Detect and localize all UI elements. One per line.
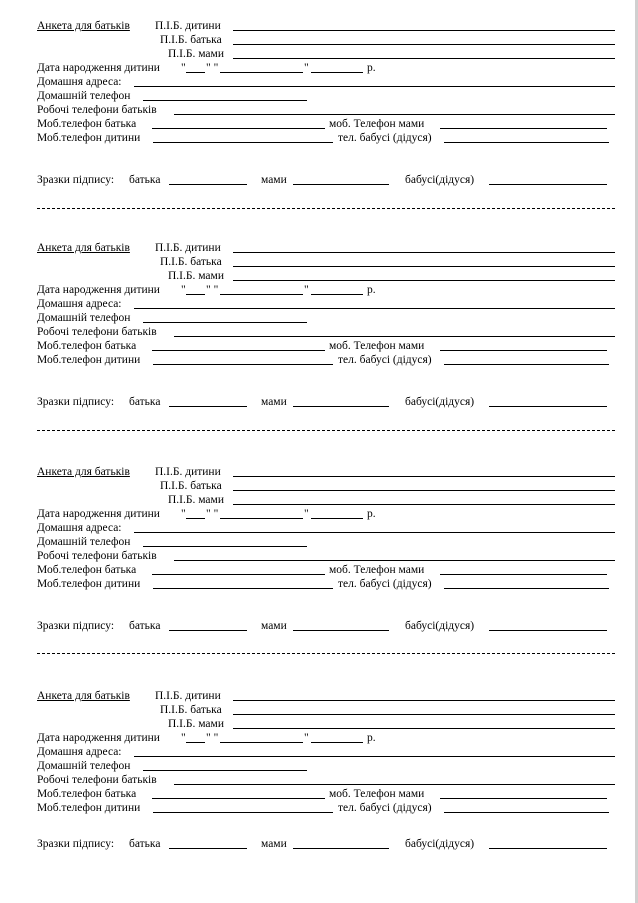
work-phones-field[interactable] [174, 560, 615, 561]
form-title: Анкета для батьків [37, 466, 130, 478]
sig-grand-field[interactable] [489, 406, 607, 407]
grandparent-phone-field[interactable] [444, 142, 609, 143]
father-name-label: П.І.Б. батька [160, 34, 222, 46]
father-name-field[interactable] [233, 266, 615, 267]
address-label: Домашня адреса: [37, 76, 122, 88]
grandparent-phone-label: тел. бабусі (дідуся) [338, 578, 432, 590]
dob-quote-close: " [304, 732, 309, 744]
mother-name-field[interactable] [233, 504, 615, 505]
child-name-field[interactable] [233, 700, 615, 701]
child-mobile-label: Моб.телефон дитини [37, 802, 141, 814]
father-mobile-field[interactable] [152, 574, 325, 575]
dob-quote-mid: " " [206, 732, 219, 744]
signatures-label: Зразки підпису: [37, 620, 115, 632]
child-name-field[interactable] [233, 252, 615, 253]
cut-line-3 [37, 653, 615, 654]
dob-day-field[interactable] [186, 72, 205, 73]
mother-mobile-label: моб. Телефон мами [329, 340, 425, 352]
sig-grand-label: бабусі(дідуся) [405, 174, 475, 186]
dob-quote-mid: " " [206, 62, 219, 74]
form-title: Анкета для батьків [37, 20, 130, 32]
work-phones-label: Робочі телефони батьків [37, 774, 157, 786]
sig-mother-field[interactable] [293, 848, 389, 849]
father-name-label: П.І.Б. батька [160, 704, 222, 716]
sig-mother-field[interactable] [293, 406, 389, 407]
father-mobile-field[interactable] [152, 798, 325, 799]
father-name-label: П.І.Б. батька [160, 480, 222, 492]
child-name-label: П.І.Б. дитини [155, 242, 221, 254]
grandparent-phone-label: тел. бабусі (дідуся) [338, 802, 432, 814]
address-field[interactable] [134, 86, 615, 87]
mother-name-label: П.І.Б. мами [168, 718, 224, 730]
sig-mother-label: мами [261, 396, 287, 408]
child-name-field[interactable] [233, 30, 615, 31]
father-mobile-label: Моб.телефон батька [37, 788, 137, 800]
dob-quote-mid: " " [206, 284, 219, 296]
sig-father-label: батька [129, 620, 161, 632]
year-suffix: р. [367, 732, 376, 744]
father-mobile-label: Моб.телефон батька [37, 340, 137, 352]
child-mobile-label: Моб.телефон дитини [37, 132, 141, 144]
form-title: Анкета для батьків [37, 242, 130, 254]
home-phone-label: Домашній телефон [37, 760, 131, 772]
child-name-label: П.І.Б. дитини [155, 20, 221, 32]
sig-father-field[interactable] [169, 630, 247, 631]
address-field[interactable] [134, 532, 615, 533]
sig-mother-label: мами [261, 838, 287, 850]
father-name-field[interactable] [233, 490, 615, 491]
mother-name-field[interactable] [233, 280, 615, 281]
sig-mother-field[interactable] [293, 630, 389, 631]
mother-mobile-label: моб. Телефон мами [329, 788, 425, 800]
father-mobile-field[interactable] [152, 350, 325, 351]
dob-month-field[interactable] [220, 294, 303, 295]
dob-quote-open: " [181, 508, 186, 520]
sig-grand-field[interactable] [489, 630, 607, 631]
dob-year-field[interactable] [311, 72, 363, 73]
sig-grand-field[interactable] [489, 184, 607, 185]
sig-mother-label: мами [261, 620, 287, 632]
year-suffix: р. [367, 62, 376, 74]
sig-grand-label: бабусі(дідуся) [405, 396, 475, 408]
work-phones-label: Робочі телефони батьків [37, 104, 157, 116]
dob-month-field[interactable] [220, 742, 303, 743]
child-name-label: П.І.Б. дитини [155, 466, 221, 478]
dob-year-field[interactable] [311, 294, 363, 295]
dob-year-field[interactable] [311, 742, 363, 743]
grandparent-phone-label: тел. бабусі (дідуся) [338, 132, 432, 144]
sig-grand-field[interactable] [489, 848, 607, 849]
dob-label: Дата народження дитини [37, 508, 160, 520]
home-phone-field[interactable] [143, 100, 307, 101]
work-phones-field[interactable] [174, 114, 615, 115]
signatures-label: Зразки підпису: [37, 838, 115, 850]
mother-name-label: П.І.Б. мами [168, 494, 224, 506]
work-phones-field[interactable] [174, 784, 615, 785]
dob-label: Дата народження дитини [37, 62, 160, 74]
dob-quote-mid: " " [206, 508, 219, 520]
dob-label: Дата народження дитини [37, 732, 160, 744]
address-label: Домашня адреса: [37, 746, 122, 758]
sig-father-field[interactable] [169, 848, 247, 849]
dob-quote-open: " [181, 732, 186, 744]
dob-quote-close: " [304, 62, 309, 74]
cut-line-1 [37, 208, 615, 209]
child-mobile-field[interactable] [153, 142, 333, 143]
mother-mobile-label: моб. Телефон мами [329, 118, 425, 130]
mother-name-field[interactable] [233, 58, 615, 59]
mother-mobile-field[interactable] [440, 350, 607, 351]
mother-mobile-label: моб. Телефон мами [329, 564, 425, 576]
signatures-label: Зразки підпису: [37, 396, 115, 408]
sig-father-label: батька [129, 838, 161, 850]
year-suffix: р. [367, 508, 376, 520]
address-label: Домашня адреса: [37, 522, 122, 534]
mother-name-label: П.І.Б. мами [168, 270, 224, 282]
sig-father-field[interactable] [169, 406, 247, 407]
home-phone-label: Домашній телефон [37, 536, 131, 548]
child-name-field[interactable] [233, 476, 615, 477]
cut-line-2 [37, 430, 615, 431]
dob-quote-open: " [181, 284, 186, 296]
child-mobile-field[interactable] [153, 364, 333, 365]
father-mobile-label: Моб.телефон батька [37, 118, 137, 130]
mother-mobile-field[interactable] [440, 128, 607, 129]
mother-mobile-field[interactable] [440, 574, 607, 575]
father-name-field[interactable] [233, 44, 615, 45]
home-phone-label: Домашній телефон [37, 312, 131, 324]
dob-day-field[interactable] [186, 518, 205, 519]
address-label: Домашня адреса: [37, 298, 122, 310]
mother-name-field[interactable] [233, 728, 615, 729]
work-phones-label: Робочі телефони батьків [37, 550, 157, 562]
father-name-field[interactable] [233, 714, 615, 715]
address-field[interactable] [134, 756, 615, 757]
sig-father-label: батька [129, 396, 161, 408]
sig-father-label: батька [129, 174, 161, 186]
dob-quote-open: " [181, 62, 186, 74]
grandparent-phone-label: тел. бабусі (дідуся) [338, 354, 432, 366]
sig-mother-label: мами [261, 174, 287, 186]
work-phones-label: Робочі телефони батьків [37, 326, 157, 338]
signatures-label: Зразки підпису: [37, 174, 115, 186]
dob-label: Дата народження дитини [37, 284, 160, 296]
dob-month-field[interactable] [220, 72, 303, 73]
dob-year-field[interactable] [311, 518, 363, 519]
child-mobile-label: Моб.телефон дитини [37, 354, 141, 366]
child-mobile-field[interactable] [153, 812, 333, 813]
child-mobile-field[interactable] [153, 588, 333, 589]
father-mobile-label: Моб.телефон батька [37, 564, 137, 576]
home-phone-field[interactable] [143, 322, 307, 323]
dob-day-field[interactable] [186, 294, 205, 295]
grandparent-phone-field[interactable] [444, 364, 609, 365]
address-field[interactable] [134, 308, 615, 309]
dob-quote-close: " [304, 508, 309, 520]
sig-grand-label: бабусі(дідуся) [405, 838, 475, 850]
mother-name-label: П.І.Б. мами [168, 48, 224, 60]
dob-day-field[interactable] [186, 742, 205, 743]
grandparent-phone-field[interactable] [444, 812, 609, 813]
grandparent-phone-field[interactable] [444, 588, 609, 589]
father-name-label: П.І.Б. батька [160, 256, 222, 268]
home-phone-label: Домашній телефон [37, 90, 131, 102]
sig-mother-field[interactable] [293, 184, 389, 185]
sig-father-field[interactable] [169, 184, 247, 185]
dob-month-field[interactable] [220, 518, 303, 519]
mother-mobile-field[interactable] [440, 798, 607, 799]
form-title: Анкета для батьків [37, 690, 130, 702]
home-phone-field[interactable] [143, 770, 307, 771]
dob-quote-close: " [304, 284, 309, 296]
father-mobile-field[interactable] [152, 128, 325, 129]
child-mobile-label: Моб.телефон дитини [37, 578, 141, 590]
child-name-label: П.І.Б. дитини [155, 690, 221, 702]
home-phone-field[interactable] [143, 546, 307, 547]
sig-grand-label: бабусі(дідуся) [405, 620, 475, 632]
year-suffix: р. [367, 284, 376, 296]
work-phones-field[interactable] [174, 336, 615, 337]
